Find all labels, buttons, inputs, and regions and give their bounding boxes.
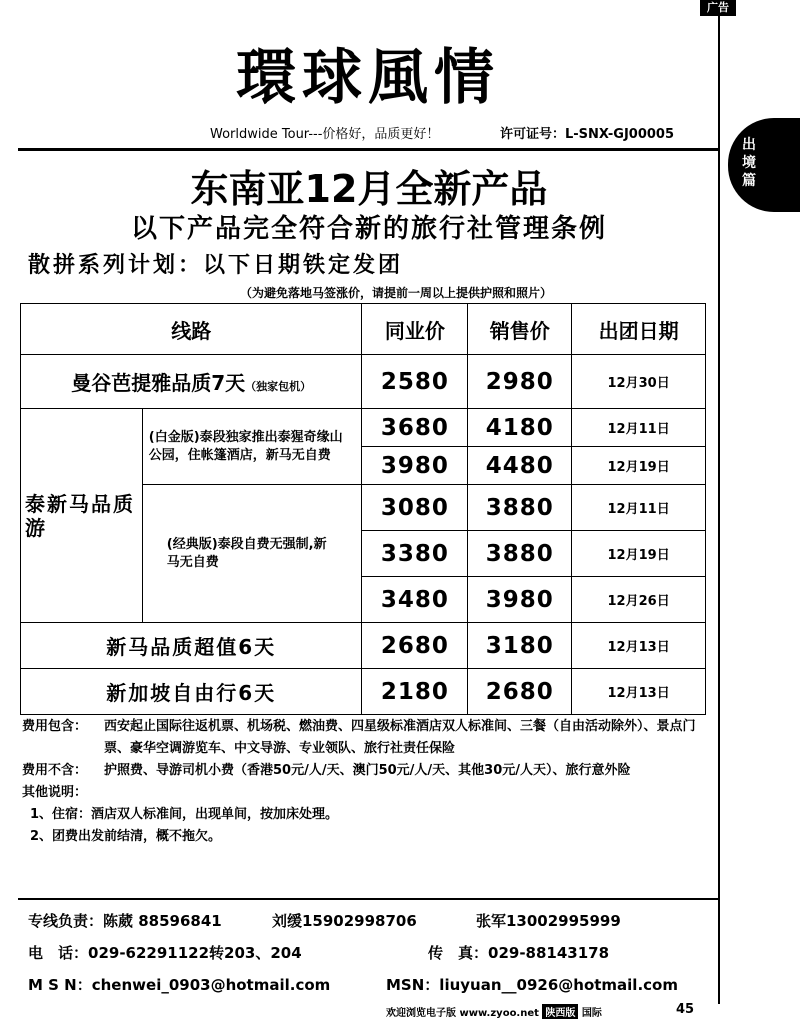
contact-line <box>28 910 222 931</box>
trade-price: 3380 <box>362 531 468 577</box>
fee-info <box>22 716 712 848</box>
divider <box>18 898 720 900</box>
included-text: 西安起止国际往返机票、机场税、燃油费、四星级标准酒店双人标准间、三餐（自由活动除外）、景点门票、豪华空调游览车、中文导游、专业领队、旅行社责任保险 <box>104 719 696 756</box>
table-row <box>21 355 706 409</box>
table-header-row <box>21 304 706 355</box>
departure-date: 12月19日 <box>572 531 706 577</box>
departure-date: 12月11日 <box>572 409 706 447</box>
visa-note: （为避免落地马签涨价，请提前一周以上提供护照和照片） <box>240 286 553 300</box>
header-retail-price: 销售价 <box>468 304 572 355</box>
header-route: 线路 <box>21 304 362 355</box>
route-tsm-group: 泰新马品质游 <box>21 409 143 623</box>
fax-label: 传 真： <box>428 944 489 962</box>
slogan: Worldwide Tour---价格好，品质更好！ <box>210 127 440 142</box>
retail-price: 4480 <box>468 447 572 485</box>
brand-title: 環球風情 <box>236 43 500 113</box>
trade-price: 3980 <box>362 447 468 485</box>
retail-price: 2980 <box>468 355 572 409</box>
excluded-label: 费用不含： <box>22 763 88 778</box>
route-name: 曼谷芭提雅品质7天 <box>71 371 246 395</box>
contact-person-1: 陈葳 88596841 <box>103 912 222 930</box>
msn-1: chenwei_0903@hotmail.com <box>91 976 331 994</box>
table-row <box>21 623 706 669</box>
msn-line <box>28 974 330 995</box>
retail-price: 3880 <box>468 531 572 577</box>
contact-person-2: 刘缓15902998706 <box>272 912 417 930</box>
trade-price: 3080 <box>362 485 468 531</box>
msn2-label: MSN： <box>386 976 440 994</box>
side-tab-label: 出境篇 <box>742 137 756 189</box>
footer-section: 国际 <box>581 1008 602 1019</box>
msn-line-2 <box>386 974 678 995</box>
license-number: 许可证号：L-SNX-GJ00005 <box>500 127 675 142</box>
departure-date: 12月19日 <box>572 447 706 485</box>
price-table <box>20 303 706 715</box>
excluded-text: 护照费、导游司机小费（香港50元/人/天、澳门50元/人/天、其他30元/人天）、旅行意外险 <box>104 763 631 778</box>
other-note-1: 1、住宿：酒店双人标准间，出现单间，按加床处理。 <box>30 807 339 822</box>
header-departure-date: 出团日期 <box>572 304 706 355</box>
trade-price: 3680 <box>362 409 468 447</box>
route-platinum-desc: (白金版)泰段独家推出泰猩奇缘山公园，住帐篷酒店，新马无自费 <box>142 409 362 485</box>
series-title: 散拼系列计划：以下日期铁定发团 <box>28 253 404 278</box>
retail-price: 4180 <box>468 409 572 447</box>
included-label: 费用包含： <box>22 719 88 734</box>
header-trade-price: 同业价 <box>362 304 468 355</box>
line-label: 专线负责： <box>28 912 104 930</box>
trade-price: 3480 <box>362 577 468 623</box>
departure-date: 12月13日 <box>572 669 706 715</box>
retail-price: 3880 <box>468 485 572 531</box>
route-singapore: 新加坡自由行6天 <box>21 669 362 715</box>
retail-price: 3180 <box>468 623 572 669</box>
fee-excluded <box>22 760 712 782</box>
headline: 东南亚12月全新产品 <box>190 167 548 211</box>
footer-text: 欢迎浏览电子版 www.zyoo.net <box>386 1008 539 1019</box>
retail-price: 2680 <box>468 669 572 715</box>
trade-price: 2580 <box>362 355 468 409</box>
trade-price: 2180 <box>362 669 468 715</box>
route-xinma: 新马品质超值6天 <box>21 623 362 669</box>
departure-date: 12月30日 <box>572 355 706 409</box>
ad-tag: 广告 <box>700 0 736 16</box>
departure-date: 12月13日 <box>572 623 706 669</box>
divider <box>18 148 720 151</box>
table-row <box>21 669 706 715</box>
msn-label: M S N： <box>28 976 92 994</box>
route-bangkok <box>21 355 362 409</box>
subheadline: 以下产品完全符合新的旅行社管理条例 <box>130 214 607 244</box>
footer-badge: 陕西版 <box>542 1004 578 1019</box>
route-classic-desc: (经典版)泰段自费无强制,新马无自费 <box>142 485 362 623</box>
other-note-2: 2、团费出发前结清，概不拖欠。 <box>30 829 222 844</box>
retail-price: 3980 <box>468 577 572 623</box>
other-label: 其他说明： <box>22 785 88 800</box>
phone-line <box>28 942 302 963</box>
phone-number: 029-62291122转203、204 <box>88 944 302 962</box>
departure-date: 12月26日 <box>572 577 706 623</box>
table-row <box>21 409 706 447</box>
fax-number: 029-88143178 <box>488 944 610 962</box>
trade-price: 2680 <box>362 623 468 669</box>
contact-person-3: 张军13002995999 <box>476 912 621 930</box>
route-tag: （独家包机） <box>245 380 312 393</box>
footer <box>386 1004 602 1019</box>
fax-line <box>428 942 609 963</box>
fee-included <box>22 716 712 760</box>
page-number: 45 <box>676 1002 695 1017</box>
msn-2: liuyuan__0926@hotmail.com <box>439 976 678 994</box>
departure-date: 12月11日 <box>572 485 706 531</box>
phone-label: 电 话： <box>28 944 89 962</box>
